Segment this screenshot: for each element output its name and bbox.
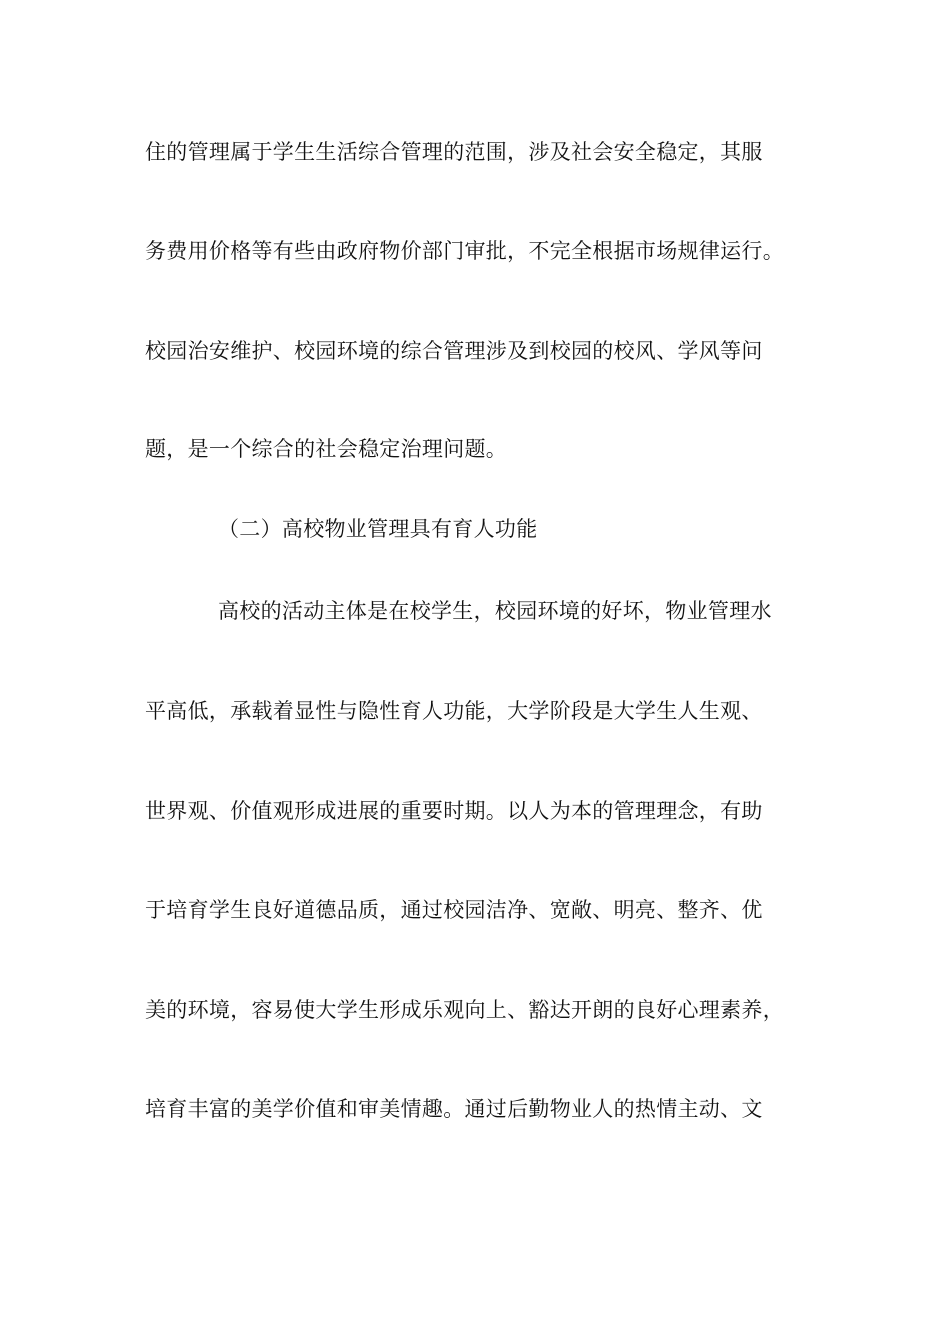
paragraph-first-line: 高校的活动主体是在校学生，校园环境的好坏，物业管理水 — [218, 599, 772, 623]
text-line: 培育丰富的美学价值和审美情趣。通过后勤物业人的热情主动、文 — [145, 1097, 763, 1121]
text-line: 校园治安维护、校园环境的综合管理涉及到校园的校风、学风等问 — [145, 339, 763, 363]
text-line: 平高低，承载着显性与隐性育人功能，大学阶段是大学生人生观、 — [145, 699, 763, 723]
text-line: 住的管理属于学生生活综合管理的范围，涉及社会安全稳定，其服 — [145, 140, 763, 164]
text-line: 于培育学生良好道德品质，通过校园洁净、宽敞、明亮、整齐、优 — [145, 898, 763, 922]
section-heading: （二）高校物业管理具有育人功能 — [218, 517, 538, 541]
text-line: 世界观、价值观形成进展的重要时期。以人为本的管理理念，有助 — [145, 799, 763, 823]
text-line: 美的环境，容易使大学生形成乐观向上、豁达开朗的良好心理素养， — [145, 998, 784, 1022]
text-line: 务费用价格等有些由政府物价部门审批，不完全根据市场规律运行。 — [145, 239, 784, 263]
text-line: 题，是一个综合的社会稳定治理问题。 — [145, 437, 508, 461]
